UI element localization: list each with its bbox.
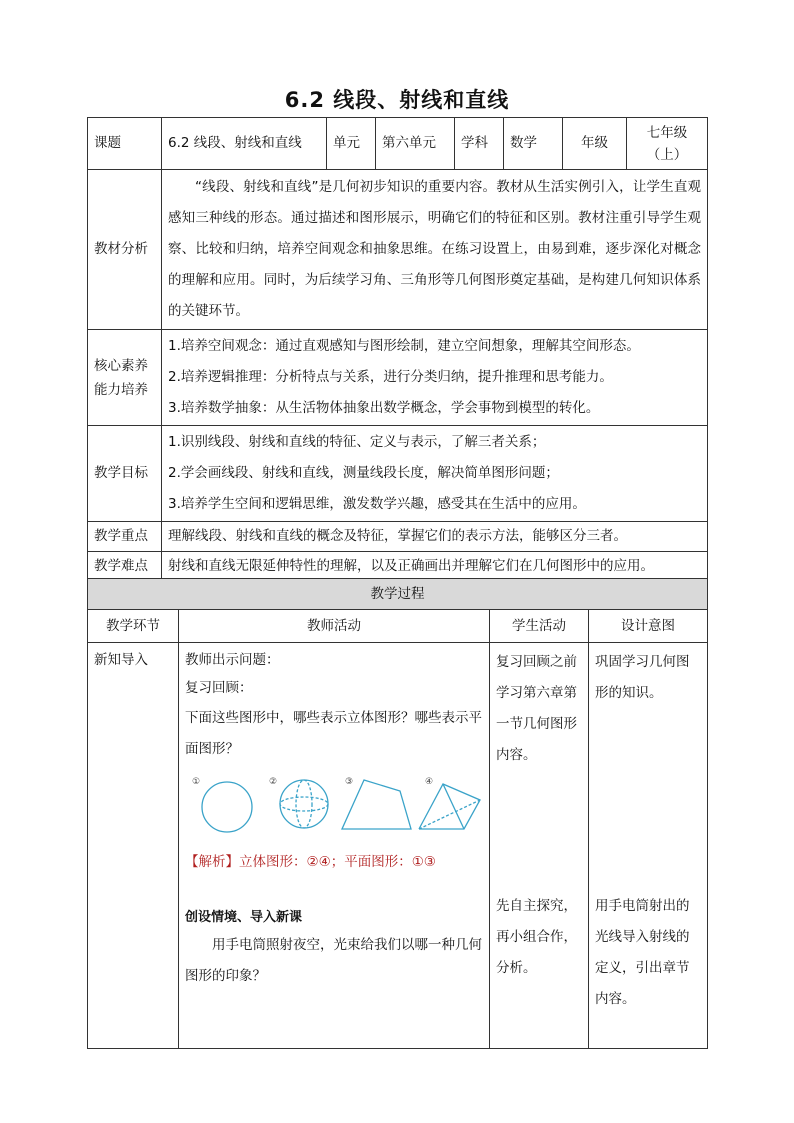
pyramid-shape <box>419 784 480 829</box>
student-part1: 复习回顾之前学习第六章第一节几何图形内容。 <box>496 654 577 763</box>
subject-label: 学科 <box>455 118 504 170</box>
subject-value: 数学 <box>504 118 563 170</box>
goal-item: 2.学会画线段、射线和直线，测量线段长度，解决简单图形问题； <box>168 465 559 481</box>
shape-label-3: ③ <box>345 777 354 787</box>
difficulty-label: 教学难点 <box>88 552 162 582</box>
key-point-row <box>88 522 708 552</box>
student-activity-cell <box>490 643 589 1049</box>
goal-item: 1.识别线段、射线和直线的特征、定义与表示，了解三者关系； <box>168 434 546 450</box>
col-stage-header: 教学环节 <box>88 610 179 643</box>
intent-part1: 巩固学习几何图形的知识。 <box>595 654 690 701</box>
analysis-text: “线段、射线和直线”是几何初步知识的重要内容。教材从生活实例引入，让学生直观感知三种线的形态。通过描述和图形展示，明确它们的特征和区别。教材注重引导学生观察、比较和归纳，培养空间观念和抽象思维。在练习设置上，由易到难，逐步深化对概念的理解和应用。同时，为后续学习角、三角形等几何图形奠定基础，是构建几何知识体系的关键环节。 <box>162 170 708 330</box>
teacher-line1: 教师出示问题： <box>185 652 280 668</box>
analysis-tag: 【解析】 <box>185 854 239 871</box>
grade-label: 年级 <box>563 118 627 170</box>
teacher-activity-cell <box>179 643 490 1049</box>
teacher-question: 下面这些图形中，哪些表示立体图形？哪些表示平面图形？ <box>185 710 482 757</box>
quadrilateral-shape <box>342 780 411 829</box>
analysis-row <box>88 170 708 330</box>
scenario-question: 用手电筒照射夜空，光束给我们以哪一种几何图形的印象？ <box>185 937 482 985</box>
goals-row <box>88 426 708 522</box>
col-student-header: 学生活动 <box>490 610 589 643</box>
literacy-row <box>88 330 708 426</box>
literacy-item: 1.培养空间观念：通过直观感知与图形绘制，建立空间想象，理解其空间形态。 <box>168 338 640 354</box>
process-column-header-row <box>88 610 708 643</box>
unit-value: 第六单元 <box>376 118 455 170</box>
shapes-figure <box>189 773 485 835</box>
circle-shape <box>202 782 252 832</box>
process-row-intro <box>88 643 708 1049</box>
col-teacher-header: 教师活动 <box>179 610 490 643</box>
literacy-item: 2.培养逻辑推理：分析特点与关系，进行分类归纳，提升推理和思考能力。 <box>168 369 613 385</box>
shape-label-1: ① <box>192 777 201 787</box>
unit-label: 单元 <box>327 118 376 170</box>
col-intent-header: 设计意图 <box>589 610 708 643</box>
literacy-label-line1: 核心素养 <box>94 357 148 374</box>
goals-label: 教学目标 <box>88 426 162 522</box>
grade-value-line2: （上） <box>646 146 688 163</box>
design-intent-cell <box>589 643 708 1049</box>
stage-cell: 新知导入 <box>88 643 179 1049</box>
topic-value: 6.2 线段、射线和直线 <box>162 118 327 170</box>
shape-label-2: ② <box>269 777 278 787</box>
goals-list <box>162 426 708 522</box>
intent-part2: 用手电筒射出的光线导入射线的定义，引出章节内容。 <box>595 898 690 1007</box>
scenario-subheading: 创设情境、导入新课 <box>185 910 303 926</box>
student-part2: 先自主探究，再小组合作，分析。 <box>496 898 577 976</box>
teaching-process-table <box>87 578 708 1049</box>
process-title: 教学过程 <box>88 579 708 610</box>
difficulty-row <box>88 552 708 582</box>
goal-item: 3.培养学生空间和逻辑思维，激发数学兴趣，感受其在生活中的应用。 <box>168 496 586 512</box>
teacher-line2: 复习回顾： <box>185 680 253 696</box>
topic-label: 课题 <box>88 118 162 170</box>
literacy-list <box>162 330 708 426</box>
sphere-shape <box>280 780 328 828</box>
key-point-text: 理解线段、射线和直线的概念及特征，掌握它们的表示方法，能够区分三者。 <box>162 522 708 552</box>
process-title-row <box>88 579 708 610</box>
key-point-label: 教学重点 <box>88 522 162 552</box>
literacy-label-line2: 能力培养 <box>94 381 148 398</box>
literacy-label <box>88 330 162 426</box>
grade-value <box>627 118 708 170</box>
shape-label-4: ④ <box>425 777 434 787</box>
analysis-line <box>185 847 483 878</box>
grade-value-line1: 七年级 <box>646 124 688 141</box>
difficulty-text: 射线和直线无限延伸特性的理解，以及正确画出并理解它们在几何图形中的应用。 <box>162 552 708 582</box>
analysis-answer: 立体图形：②④；平面图形：①③ <box>239 854 436 871</box>
literacy-item: 3.培养数学抽象：从生活物体抽象出数学概念，学会事物到模型的转化。 <box>168 400 600 416</box>
header-row <box>88 118 708 170</box>
analysis-label: 教材分析 <box>88 170 162 330</box>
page-title: 6.2 线段、射线和直线 <box>284 88 510 112</box>
lesson-info-table <box>87 117 708 582</box>
